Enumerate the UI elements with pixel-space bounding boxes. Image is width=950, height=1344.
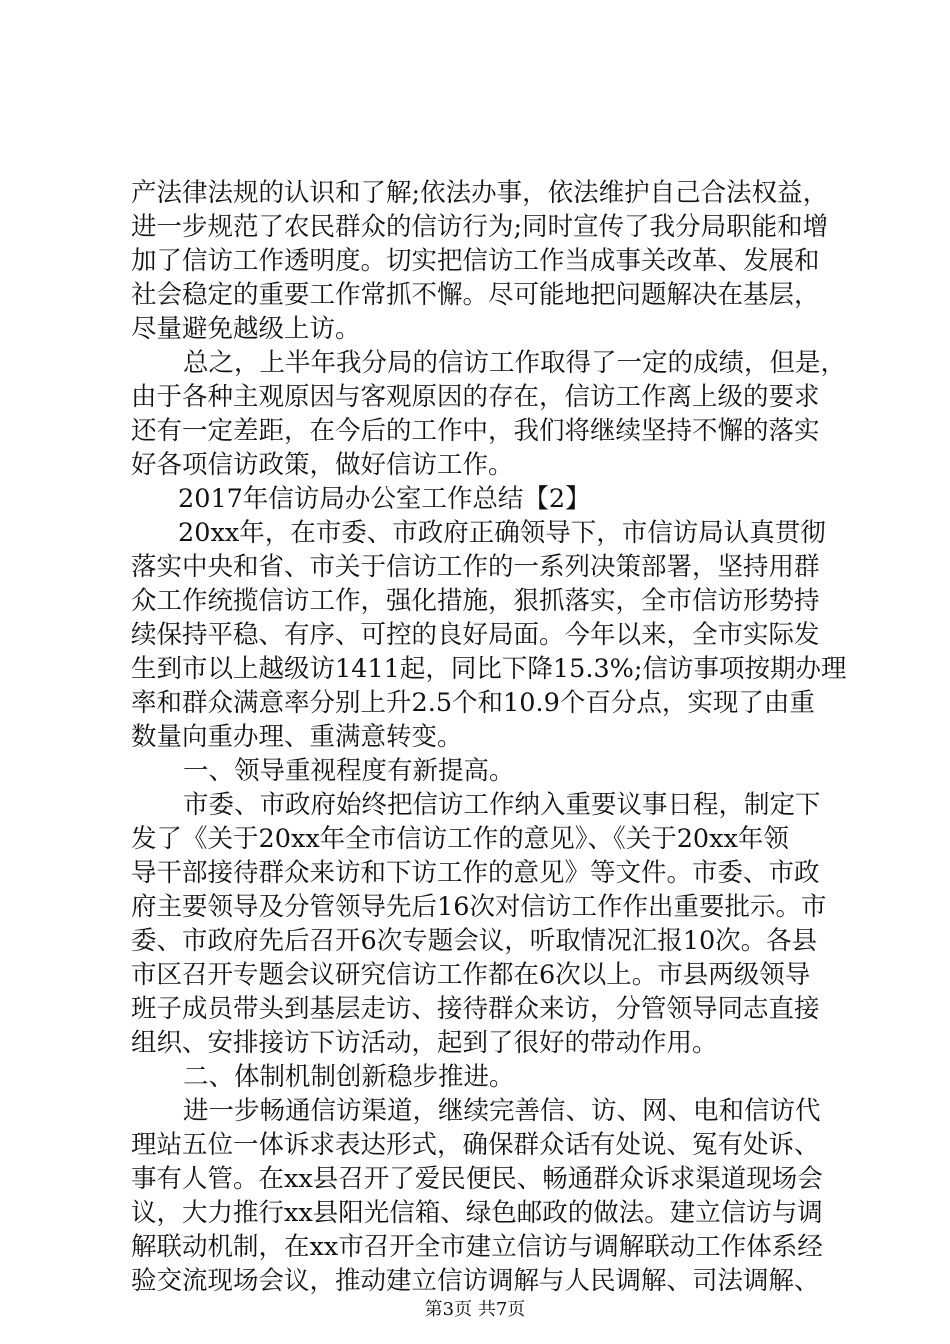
text-line: 议，大力推行xx县阳光信箱、绿色邮政的做法。建立信访与调 bbox=[131, 1198, 823, 1228]
text-line: 班子成员带头到基层走访、接待群众来访，分管领导同志直接 bbox=[131, 994, 820, 1024]
text-line: 市区召开专题会议研究信访工作都在6次以上。市县两级领导 bbox=[131, 960, 811, 990]
page-number: 第3页 共7页 bbox=[424, 1299, 526, 1320]
section-title: 2017年信访局办公室工作总结【2】 bbox=[178, 484, 591, 514]
text-line: 生到市以上越级访1411起，同比下降15.3%;信访事项按期办理 bbox=[131, 654, 847, 684]
text-line: 续保持平稳、有序、可控的良好局面。今年以来，全市实际发 bbox=[131, 620, 820, 650]
text-line: 府主要领导及分管领导先后16次对信访工作作出重要批示。市 bbox=[131, 892, 827, 922]
text-line: 理站五位一体诉求表达形式，确保群众话有处说、冤有处诉、 bbox=[131, 1130, 820, 1160]
text-line: 事有人管。在xx县召开了爱民便民、畅通群众诉求渠道现场会 bbox=[131, 1164, 823, 1194]
text-line: 率和群众满意率分别上升2.5个和10.9个百分点，实现了由重 bbox=[131, 688, 815, 718]
section-heading: 一、领导重视程度有新提高。 bbox=[183, 756, 515, 786]
text-line: 验交流现场会议，推动建立信访调解与人民调解、司法调解、 bbox=[131, 1266, 820, 1296]
section-heading: 二、体制机制创新稳步推进。 bbox=[183, 1062, 515, 1092]
text-line: 数量向重办理、重满意转变。 bbox=[131, 722, 463, 752]
text-line: 社会稳定的重要工作常抓不懈。尽可能地把问题解决在基层， bbox=[131, 280, 820, 310]
text-line: 好各项信访政策，做好信访工作。 bbox=[131, 450, 514, 480]
paragraph-start: 总之，上半年我分局的信访工作取得了一定的成绩，但是， bbox=[183, 348, 847, 378]
text-line: 组织、安排接访下访活动，起到了很好的带动作用。 bbox=[131, 1028, 718, 1058]
paragraph-start: 20xx年，在市委、市政府正确领导下，市信访局认真贯彻 bbox=[178, 518, 826, 548]
text-line: 尽量避免越级上访。 bbox=[131, 314, 361, 344]
text-line: 产法律法规的认识和了解;依法办事，依法维护自己合法权益， bbox=[131, 178, 829, 208]
text-line: 解联动机制，在xx市召开全市建立信访与调解联动工作体系经 bbox=[131, 1232, 823, 1262]
text-line: 进一步规范了农民群众的信访行为;同时宣传了我分局职能和增 bbox=[131, 212, 829, 242]
paragraph-start: 市委、市政府始终把信访工作纳入重要议事日程，制定下 bbox=[183, 790, 821, 820]
text-line: 众工作统揽信访工作，强化措施，狠抓落实，全市信访形势持 bbox=[131, 586, 820, 616]
text-line: 委、市政府先后召开6次专题会议，听取情况汇报10次。各县 bbox=[131, 926, 818, 956]
text-line: 加了信访工作透明度。切实把信访工作当成事关改革、发展和 bbox=[131, 246, 820, 276]
text-line: 由于各种主观原因与客观原因的存在，信访工作离上级的要求 bbox=[131, 382, 820, 412]
text-line: 发了《关于20xx年全市信访工作的意见》、《关于20xx年领 bbox=[131, 824, 789, 854]
text-line: 导干部接待群众来访和下访工作的意见》等文件。市委、市政 bbox=[131, 858, 820, 888]
paragraph-start: 进一步畅通信访渠道，继续完善信、访、网、电和信访代 bbox=[183, 1096, 821, 1126]
text-line: 还有一定差距，在今后的工作中，我们将继续坚持不懈的落实 bbox=[131, 416, 820, 446]
text-line: 落实中央和省、市关于信访工作的一系列决策部署，坚持用群 bbox=[131, 552, 820, 582]
